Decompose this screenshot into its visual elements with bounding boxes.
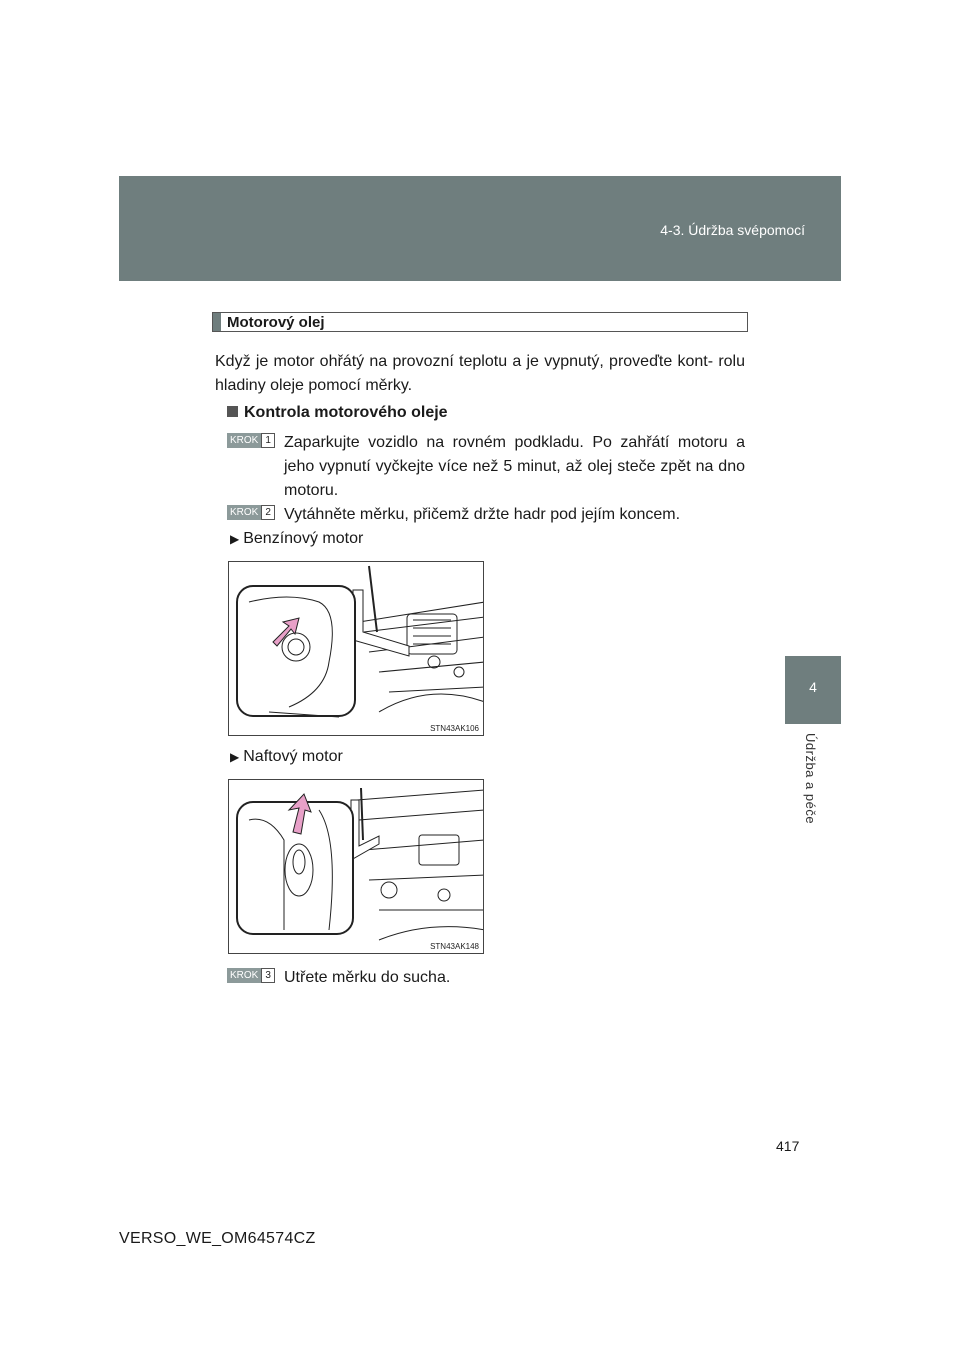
variant-petrol bbox=[230, 530, 363, 548]
triangle-right-icon: ▶ bbox=[230, 750, 240, 764]
figure-code: STN43AK148 bbox=[430, 942, 479, 951]
step-badge: KROK 1 bbox=[227, 433, 275, 448]
step-text: Utřete měrku do sucha. bbox=[284, 969, 451, 986]
step-2 bbox=[227, 503, 745, 527]
engine-illustration bbox=[229, 780, 484, 954]
header-section-title: 4-3. Údržba svépomocí bbox=[660, 222, 805, 238]
page-number: 417 bbox=[776, 1138, 800, 1154]
intro-paragraph: Když je motor ohřátý na provozní teplotu a je vypnutý, proveďte kont- rolu hladiny oleje pomocí měrky. bbox=[215, 353, 745, 394]
step-badge: KROK 2 bbox=[227, 505, 275, 520]
square-icon bbox=[227, 406, 238, 417]
variant-diesel bbox=[230, 748, 343, 766]
figure-diesel-engine bbox=[228, 779, 484, 954]
step-1 bbox=[227, 431, 745, 503]
figure-petrol-engine bbox=[228, 561, 484, 736]
section-title: Motorový olej bbox=[227, 314, 325, 331]
step-text: Vytáhněte měrku, přičemž držte hadr pod jejím koncem. bbox=[284, 506, 681, 523]
step-text: Zaparkujte vozidlo na rovném podkladu. Po zahřátí motoru a jeho vypnutí vyčkejte více než 5 minut, až olej steče zpět na dno motoru. bbox=[284, 434, 745, 499]
variant-label: Naftový motor bbox=[243, 748, 343, 765]
header-band bbox=[119, 176, 841, 281]
subheading bbox=[227, 404, 448, 422]
triangle-right-icon: ▶ bbox=[230, 532, 240, 546]
chapter-tab bbox=[785, 656, 841, 724]
step-badge: KROK 3 bbox=[227, 968, 275, 983]
section-heading bbox=[212, 312, 748, 332]
heading-bar bbox=[213, 313, 221, 331]
chapter-number: 4 bbox=[809, 679, 817, 695]
engine-illustration bbox=[229, 562, 484, 736]
subheading-text: Kontrola motorového oleje bbox=[244, 404, 448, 421]
variant-label: Benzínový motor bbox=[243, 530, 364, 547]
chapter-label: Údržba a péče bbox=[803, 733, 818, 825]
step-3 bbox=[227, 966, 745, 990]
figure-code: STN43AK106 bbox=[430, 724, 479, 733]
document-code: VERSO_WE_OM64574CZ bbox=[119, 1230, 316, 1247]
